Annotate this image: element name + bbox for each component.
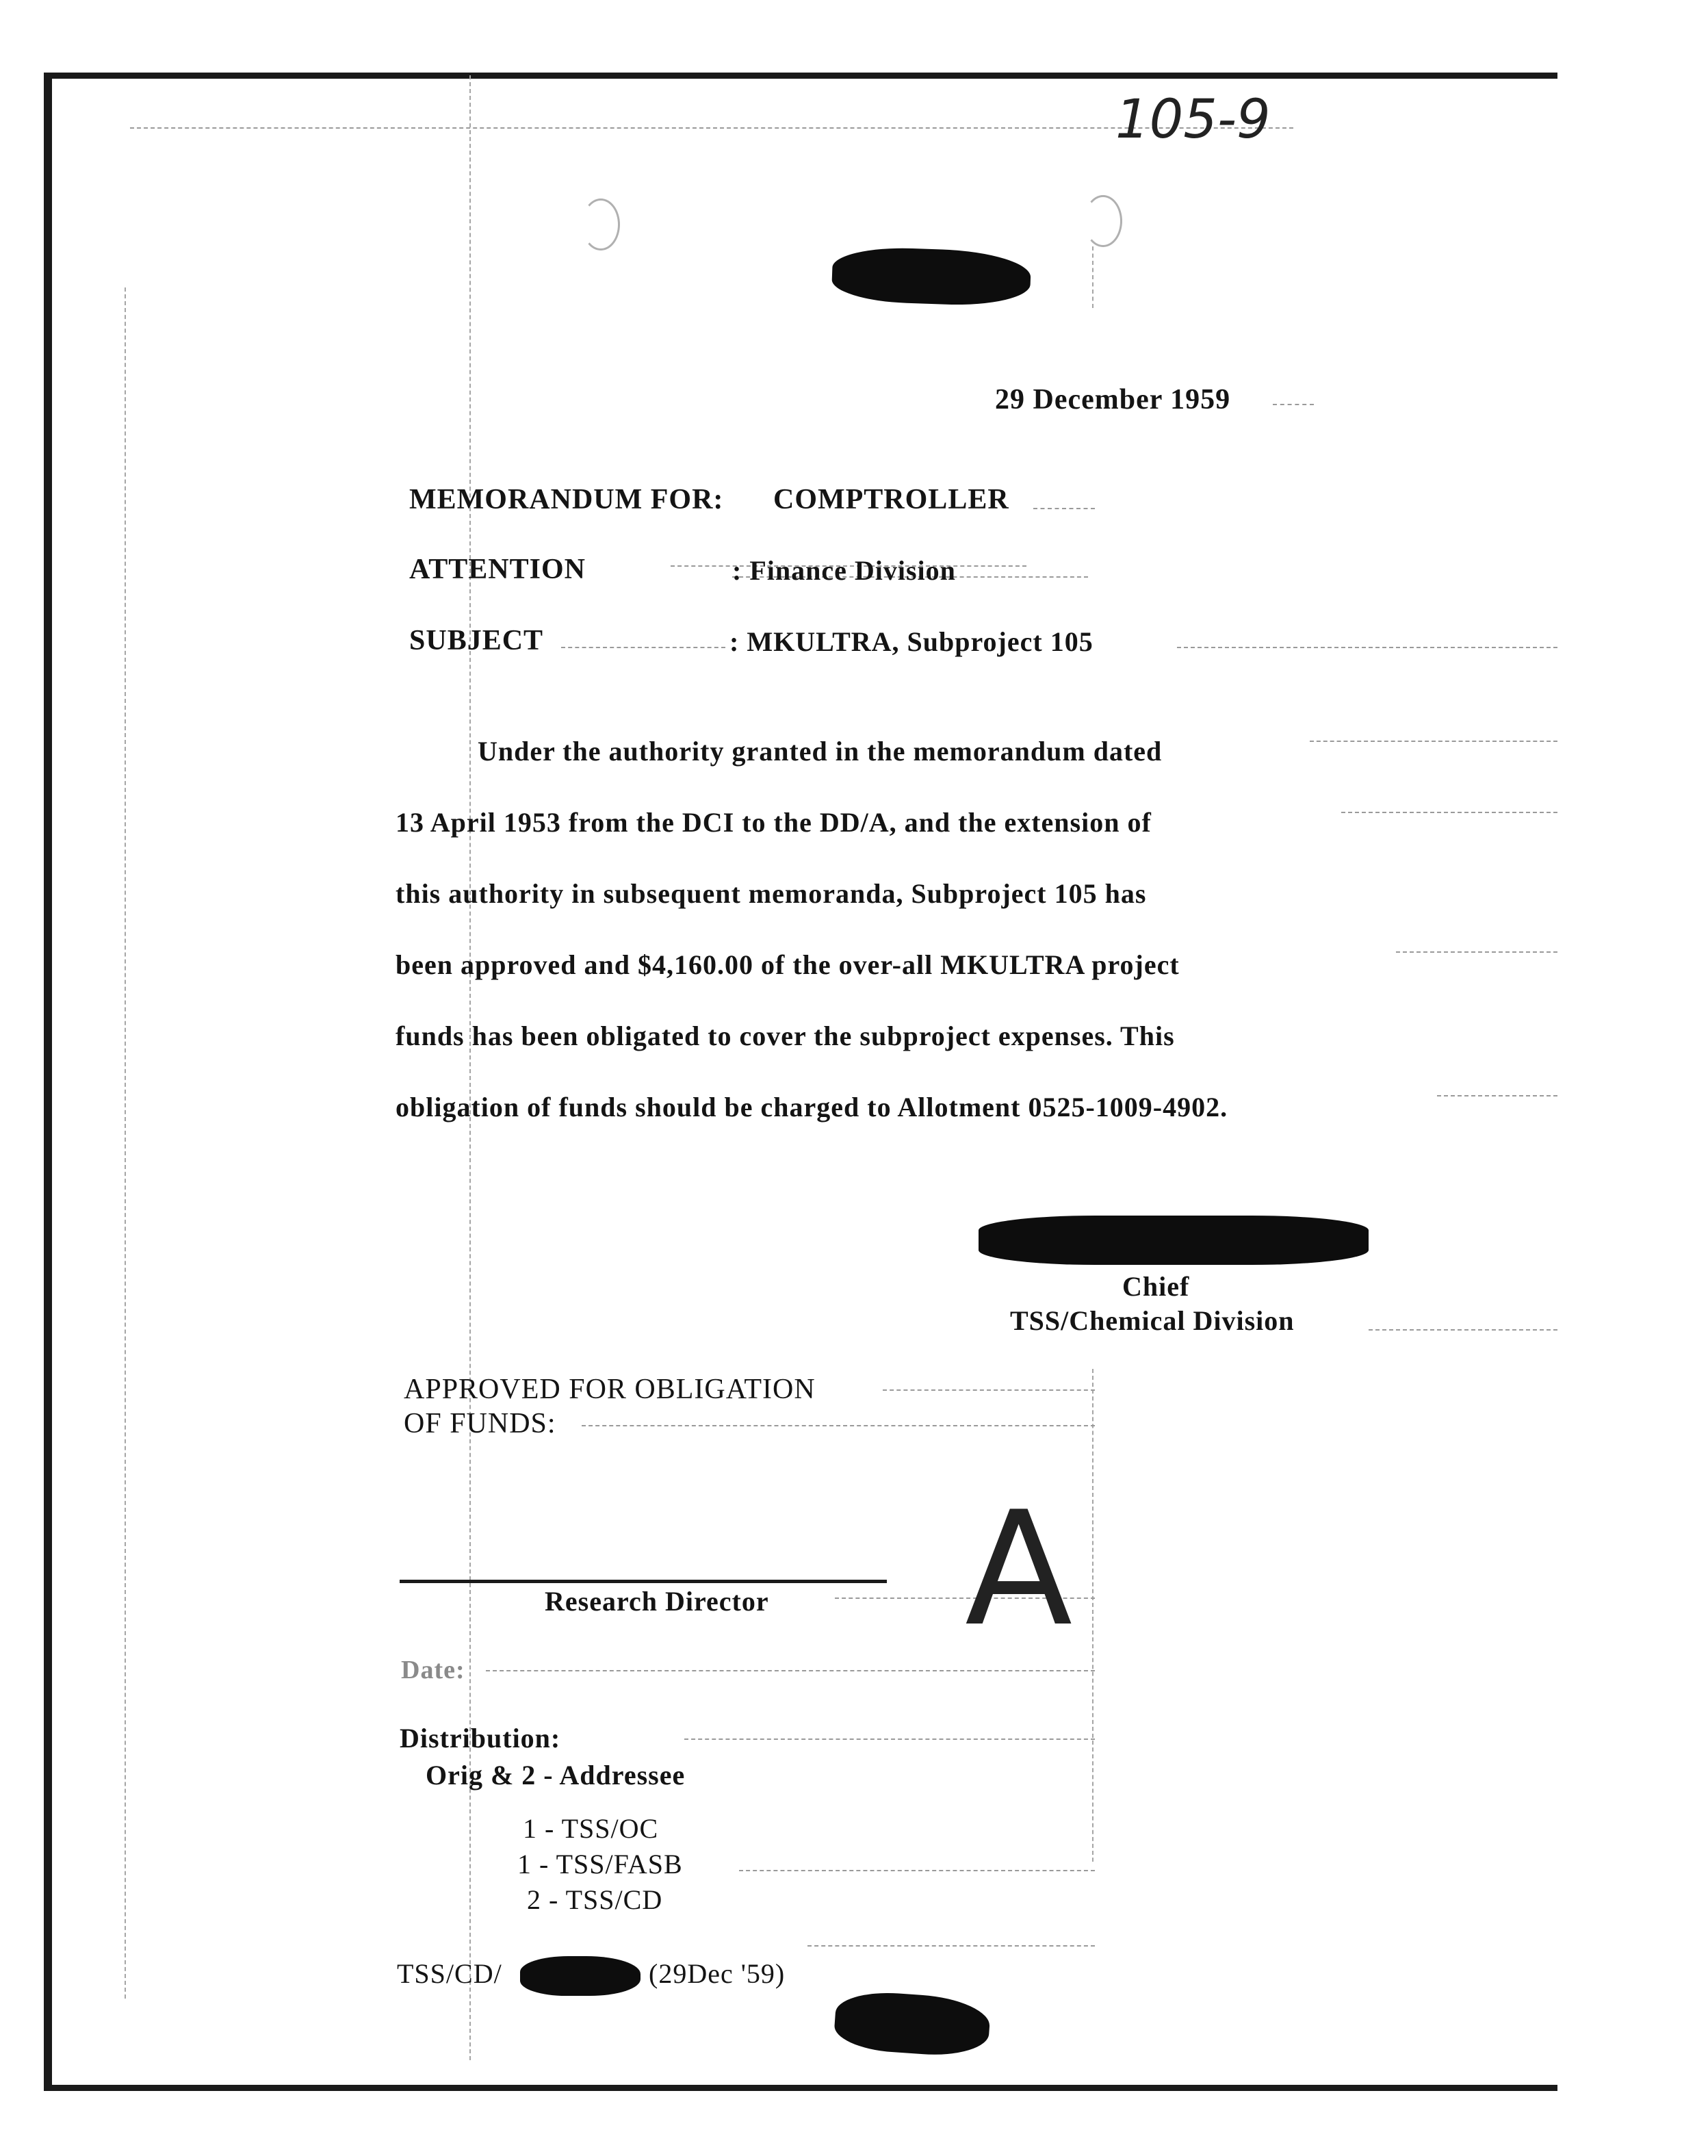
document-number-handwritten: 105-9: [1115, 89, 1271, 151]
body-line: Under the authority granted in the memorandum dated: [478, 736, 1163, 767]
scan-artifact-line: [582, 1425, 1095, 1426]
scan-artifact-line: [739, 1870, 1095, 1871]
scan-artifact-line: [1341, 812, 1557, 813]
distribution-item: 1 - TSS/OC: [523, 1813, 659, 1844]
scan-artifact-line: [1310, 741, 1557, 742]
body-line: this authority in subsequent memoranda, Subproject 105 has: [396, 878, 1147, 909]
scan-artifact-line: [684, 1738, 1095, 1740]
body-line: obligation of funds should be charged to Allotment 0525-1009-4902.: [396, 1092, 1228, 1122]
scan-artifact-line: [1177, 647, 1557, 648]
circled-mark: [1084, 195, 1122, 247]
scan-artifact-line: [561, 647, 725, 648]
scan-artifact-line: [1273, 404, 1314, 405]
scan-artifact-line: [1396, 951, 1557, 953]
signature-redaction: [979, 1216, 1369, 1265]
scan-artifact-line: [1092, 1369, 1094, 1862]
subject-label: SUBJECT: [409, 625, 544, 656]
memo-date: 29 December 1959: [995, 384, 1231, 415]
body-line: been approved and $4,160.00 of the over-all MKULTRA project: [396, 949, 1180, 980]
distribution-item: 1 - TSS/FASB: [517, 1849, 683, 1879]
scan-artifact-line: [486, 1670, 1095, 1671]
bottom-border-line: [44, 2085, 1557, 2091]
scan-artifact-line: [125, 287, 126, 1999]
signature-line: [400, 1580, 887, 1583]
scan-artifact-line: [1369, 1329, 1557, 1331]
approval-heading-2: OF FUNDS:: [404, 1408, 556, 1439]
approval-heading: APPROVED FOR OBLIGATION: [404, 1374, 816, 1405]
footer-date: (29Dec '59): [649, 1958, 786, 1989]
scan-artifact-line: [1033, 508, 1095, 509]
distribution-orig: Orig & 2 - Addressee: [426, 1760, 686, 1791]
circled-mark: [582, 198, 620, 251]
signature-title: Chief: [1122, 1271, 1190, 1302]
top-border-line: [44, 73, 1557, 79]
signature-division: TSS/Chemical Division: [1010, 1305, 1295, 1336]
subject-value: : MKULTRA, Subproject 105: [729, 626, 1094, 657]
footer-prefix: TSS/CD/: [397, 1958, 502, 1989]
memo-for-label: MEMORANDUM FOR:: [409, 484, 724, 515]
redaction-mark: [831, 246, 1032, 307]
distribution-label: Distribution:: [400, 1723, 561, 1754]
date-label: Date:: [401, 1656, 465, 1684]
scan-artifact-line: [883, 1389, 1095, 1391]
attention-label: ATTENTION: [409, 554, 586, 585]
scan-artifact-line: [807, 1945, 1095, 1947]
scan-artifact-line: [1092, 246, 1094, 308]
body-line: 13 April 1953 from the DCI to the DD/A, and the extension of: [396, 807, 1152, 838]
left-border-line: [44, 73, 52, 2088]
bottom-redaction: [833, 1989, 991, 2059]
body-line: funds has been obligated to cover the subproject expenses. This: [396, 1021, 1175, 1051]
footer-redaction: [520, 1956, 640, 1996]
attention-value: : Finance Division: [732, 555, 956, 586]
memo-for-value: COMPTROLLER: [773, 484, 1009, 515]
research-director-label: Research Director: [545, 1586, 769, 1617]
handwritten-approval-mark: A: [965, 1478, 1073, 1661]
distribution-item: 2 - TSS/CD: [527, 1884, 663, 1915]
scan-artifact-line: [1437, 1095, 1557, 1096]
